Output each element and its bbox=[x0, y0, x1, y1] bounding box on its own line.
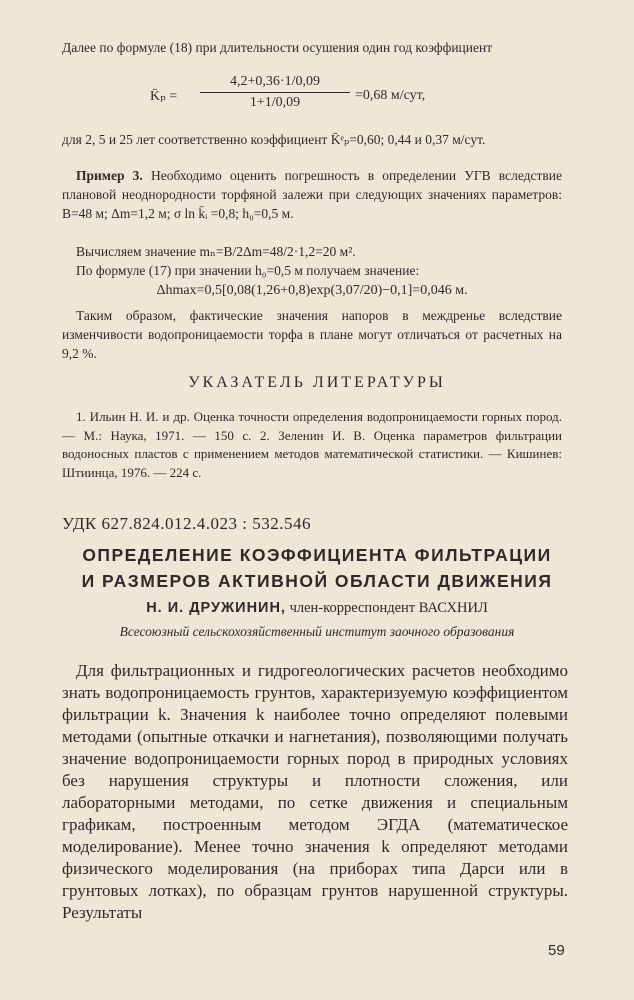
formula-kp bbox=[150, 74, 450, 124]
author-role: член-корреспондент ВАСХНИЛ bbox=[285, 600, 488, 616]
after-formula-text: для 2, 5 и 25 лет соответственно коэффициент K̄ᵉₚ=0,60; 0,44 и 0,37 м/сут. bbox=[62, 132, 486, 147]
institution: Всесоюзный сельскохозяйственный институт заочного образования bbox=[119, 624, 515, 639]
calc-line-1: Вычисляем значение mₙ=B/2Δm=48/2·1,2=20 м². bbox=[76, 244, 356, 259]
literature-refs: 1. Ильин Н. И. и др. Оценка точности определения водопроницаемости горных пород. — М.: Наука, 1971. — 150 с. 2. Зеленин И. В. Оценка параметров фильтрации водоносных пластов с применением методов математической статистики. — Кишинев: Штиинца, 1976. — 224 с. bbox=[62, 409, 562, 480]
example-label: Пример 3. bbox=[76, 168, 143, 183]
formula-fraction bbox=[200, 74, 350, 111]
formula-denominator: 1+1/0,09 bbox=[249, 95, 301, 110]
title-line-1: ОПРЕДЕЛЕНИЕ КОЭФФИЦИЕНТА ФИЛЬТРАЦИИ bbox=[82, 545, 552, 565]
article-title bbox=[52, 542, 582, 594]
formula-numerator: 4,2+0,36·1/0,09 bbox=[200, 74, 350, 93]
formula-lhs: K̄ₚ = bbox=[150, 89, 178, 104]
formula-rhs: =0,68 м/сут, bbox=[355, 88, 426, 103]
intro-paragraph: Далее по формуле (18) при длительности осушения один год коэффициент bbox=[62, 40, 493, 55]
example-text: Необходимо оценить погрешность в определении УГВ вследствие плановой неоднородности торфяной залежи при следующих значениях параметров: B=48 м; Δm=1,2 м; σ ln k̄ᵢ =0,8; h₀=0,5 м. bbox=[62, 168, 562, 221]
page-number: 59 bbox=[548, 942, 565, 959]
literature-heading: УКАЗАТЕЛЬ ЛИТЕРАТУРЫ bbox=[188, 374, 446, 391]
title-line-2: И РАЗМЕРОВ АКТИВНОЙ ОБЛАСТИ ДВИЖЕНИЯ bbox=[81, 571, 553, 591]
calc-line-2: По формуле (17) при значении h₀=0,5 м получаем значение: bbox=[76, 263, 420, 278]
author-name: Н. И. ДРУЖИНИН, bbox=[146, 600, 286, 616]
example-paragraph bbox=[62, 166, 562, 223]
conclusion-paragraph: Таким образом, фактические значения напоров в междренье вследствие изменчивости водопроницаемости торфа в плане могут отличаться от расчетных на 9,2 %. bbox=[62, 308, 562, 361]
article-body: Для фильтрационных и гидрогеологических расчетов необходимо знать водопроницаемость грунтов, характеризуемую коэффициентом фильтрации k. Значения k наиболее точно определяют полевыми методами (опытные откачки и нагнетания), позволяющими получать значение водопроницаемости горных пород в природных условиях без нарушения структуры и плотности сложения, или лабораторными методами, по сетке движения и специальным графикам, построенным методом ЭГДА (математическое моделирование). Менее точно значения k определяют методами физического моделирования (на приборах типа Дарси или в грунтовых лотках), по образцам грунтов нарушенной структуры. Результаты bbox=[62, 661, 568, 922]
udc-code: УДК 627.824.012.4.023 : 532.546 bbox=[62, 514, 311, 533]
formula-delta-h: Δhmax=0,5[0,08(1,26+0,8)exp(3,07/20)−0,1]=0,046 м. bbox=[156, 283, 468, 298]
author-line bbox=[0, 600, 634, 617]
